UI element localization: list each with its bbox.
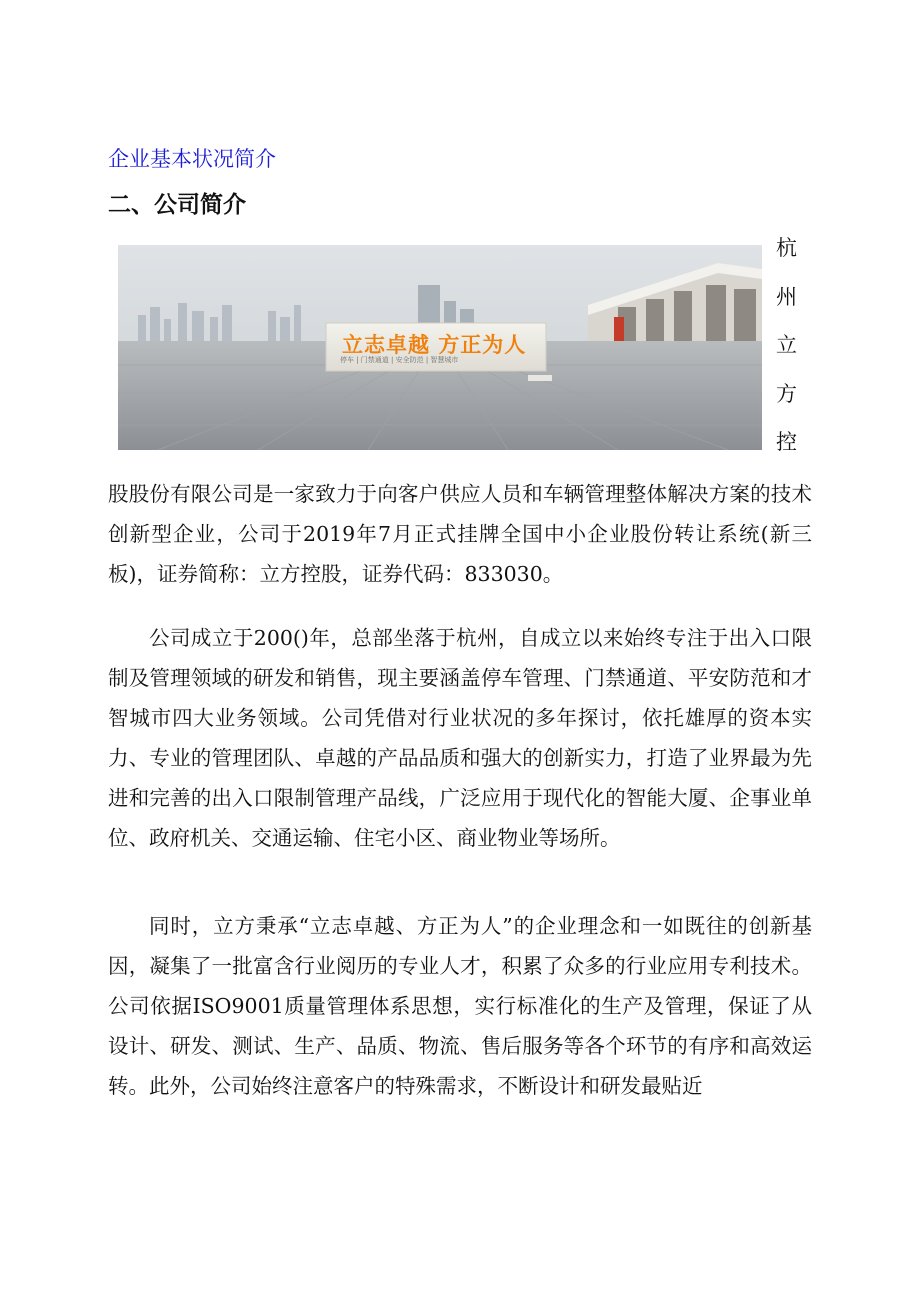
side-char: 方 — [776, 381, 797, 406]
banner-tags: 停车 | 门禁通道 | 安全防范 | 智慧城市 — [340, 356, 459, 364]
paragraph-history: 公司成立于200()年，总部坐落于杭州，自成立以来始终专注于出入口限制及管理领域的研发和销售，现主要涵盖停车管理、门禁通道、平安防范和才智城市四大业务领域。公司凭借对行业状况的多年探讨，依托雄厚的资本实力、专业的管理团队、卓越的产品品质和强大的创新实力，打造了业界最为先进和完善的出入口限制管理产品线，广泛应用于现代化的智能大厦、企事业单位、政府机关、交通运输、住宅小区、商业物业等场所。 — [108, 626, 812, 850]
side-char: 立 — [776, 333, 797, 357]
wrapped-side-text — [776, 236, 806, 479]
side-char: 杭 — [776, 236, 797, 260]
side-char: 州 — [776, 284, 797, 309]
side-char: 控 — [776, 430, 797, 454]
paragraph-intro: 股股份有限公司是一家致力于向客户供应人员和车辆管理整体解决方案的技术创新型企业，公司于2019年7月正式挂牌全国中小企业股份转让系统(新三板)，证券简称：立方控股，证券代码：833030。 — [108, 482, 812, 586]
company-banner-image — [118, 245, 762, 450]
paragraph-philosophy: 同时，立方秉承“立志卓越、方正为人”的企业理念和一如既往的创新基因，凝集了一批富含行业阅历的专业人才，积累了众多的行业应用专利技术。公司依据ISO9001质量管理体系思想，实行标准化的生产及管理，保证了从设计、研发、测试、生产、品质、物流、售后服务等各个环节的有序和高效运转。此外，公司始终注意客户的特殊需求，不断设计和研发最贴近 — [108, 914, 812, 1098]
section-heading: 二、公司简介 — [108, 192, 246, 218]
company-overview-link[interactable]: 企业基本状况简介 — [108, 147, 276, 171]
banner-slogan: 立志卓越 方正为人 — [342, 333, 527, 357]
